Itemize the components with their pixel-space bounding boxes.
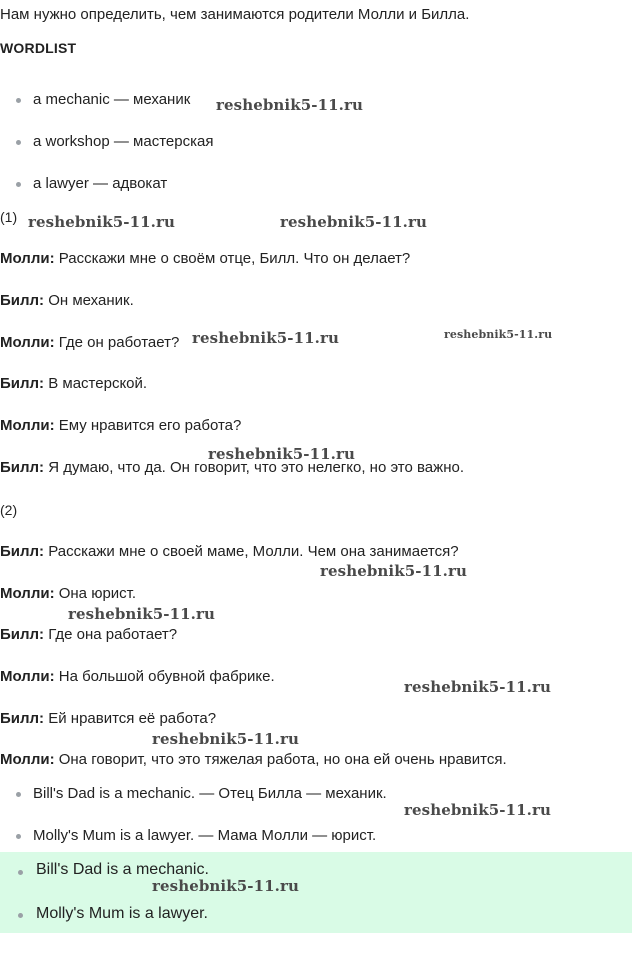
speaker-name: Молли: — [0, 417, 55, 434]
dialogue-line — [0, 626, 177, 643]
line-text: Она юрист. — [54, 585, 137, 602]
dialogue-line — [0, 585, 136, 602]
wordlist-item: a workshop — мастерская — [33, 133, 214, 150]
line-text: Ей нравится её работа? — [44, 710, 217, 727]
dialogue-line — [0, 292, 134, 309]
watermark: reshebnik5-11.ru — [444, 328, 553, 341]
translation-item: Molly's Mum is a lawyer. — Мама Молли — юрист. — [33, 827, 377, 844]
dialogue-line — [0, 710, 216, 727]
speaker-name: Билл: — [0, 710, 45, 727]
line-text: Где она работает? — [44, 626, 178, 643]
watermark: reshebnik5-11.ru — [280, 213, 427, 231]
dialogue-number: (1) — [0, 209, 18, 225]
speaker-name: Билл: — [0, 375, 45, 392]
watermark: reshebnik5-11.ru — [152, 877, 299, 895]
line-text: Я думаю, что да. Он говорит, что это нелегко, но это важно. — [44, 459, 464, 476]
line-text: Расскажи мне о своей маме, Молли. Чем она занимается? — [44, 543, 459, 560]
line-text: В мастерской. — [44, 375, 148, 392]
answer-item: Molly's Mum is a lawyer. — [36, 905, 208, 922]
answer-item: Bill's Dad is a mechanic. — [36, 861, 209, 878]
bullet-icon — [18, 913, 23, 918]
watermark: reshebnik5-11.ru — [404, 678, 551, 696]
speaker-name: Билл: — [0, 292, 45, 309]
bullet-icon — [16, 792, 21, 797]
speaker-name: Билл: — [0, 543, 45, 560]
wordlist-title: WORDLIST — [0, 40, 77, 56]
bullet-icon — [16, 140, 21, 145]
bullet-icon — [18, 870, 23, 875]
intro-text: Нам нужно определить, чем занимаются родители Молли и Билла. — [0, 6, 470, 23]
watermark: reshebnik5-11.ru — [404, 801, 551, 819]
dialogue-line — [0, 543, 459, 560]
dialogue-number: (2) — [0, 502, 18, 518]
speaker-name: Билл: — [0, 459, 45, 476]
speaker-name: Молли: — [0, 668, 55, 685]
dialogue-line — [0, 417, 241, 434]
dialogue-line — [0, 250, 410, 267]
bullet-icon — [16, 834, 21, 839]
watermark: reshebnik5-11.ru — [320, 562, 467, 580]
watermark: reshebnik5-11.ru — [68, 605, 215, 623]
answer-box — [0, 852, 632, 933]
watermark: reshebnik5-11.ru — [208, 445, 355, 463]
dialogue-line — [0, 334, 179, 351]
line-text: Где он работает? — [54, 334, 180, 351]
speaker-name: Молли: — [0, 585, 55, 602]
speaker-name: Молли: — [0, 250, 55, 267]
speaker-name: Молли: — [0, 751, 55, 768]
watermark: reshebnik5-11.ru — [216, 96, 363, 114]
bullet-icon — [16, 98, 21, 103]
wordlist-item: a mechanic — механик — [33, 91, 191, 108]
line-text: Он механик. — [44, 292, 134, 309]
watermark: reshebnik5-11.ru — [152, 730, 299, 748]
line-text: Расскажи мне о своём отце, Билл. Что он делает? — [54, 250, 411, 267]
line-text: Ему нравится его работа? — [54, 417, 242, 434]
dialogue-line — [0, 668, 275, 685]
watermark: reshebnik5-11.ru — [28, 213, 175, 231]
dialogue-line — [0, 375, 147, 392]
dialogue-line — [0, 751, 507, 768]
line-text: На большой обувной фабрике. — [54, 668, 275, 685]
translation-item: Bill's Dad is a mechanic. — Отец Билла — механик. — [33, 785, 387, 802]
speaker-name: Билл: — [0, 626, 45, 643]
line-text: Она говорит, что это тяжелая работа, но она ей очень нравится. — [54, 751, 507, 768]
speaker-name: Молли: — [0, 334, 55, 351]
wordlist-item: a lawyer — адвокат — [33, 175, 168, 192]
bullet-icon — [16, 182, 21, 187]
watermark: reshebnik5-11.ru — [192, 329, 339, 347]
